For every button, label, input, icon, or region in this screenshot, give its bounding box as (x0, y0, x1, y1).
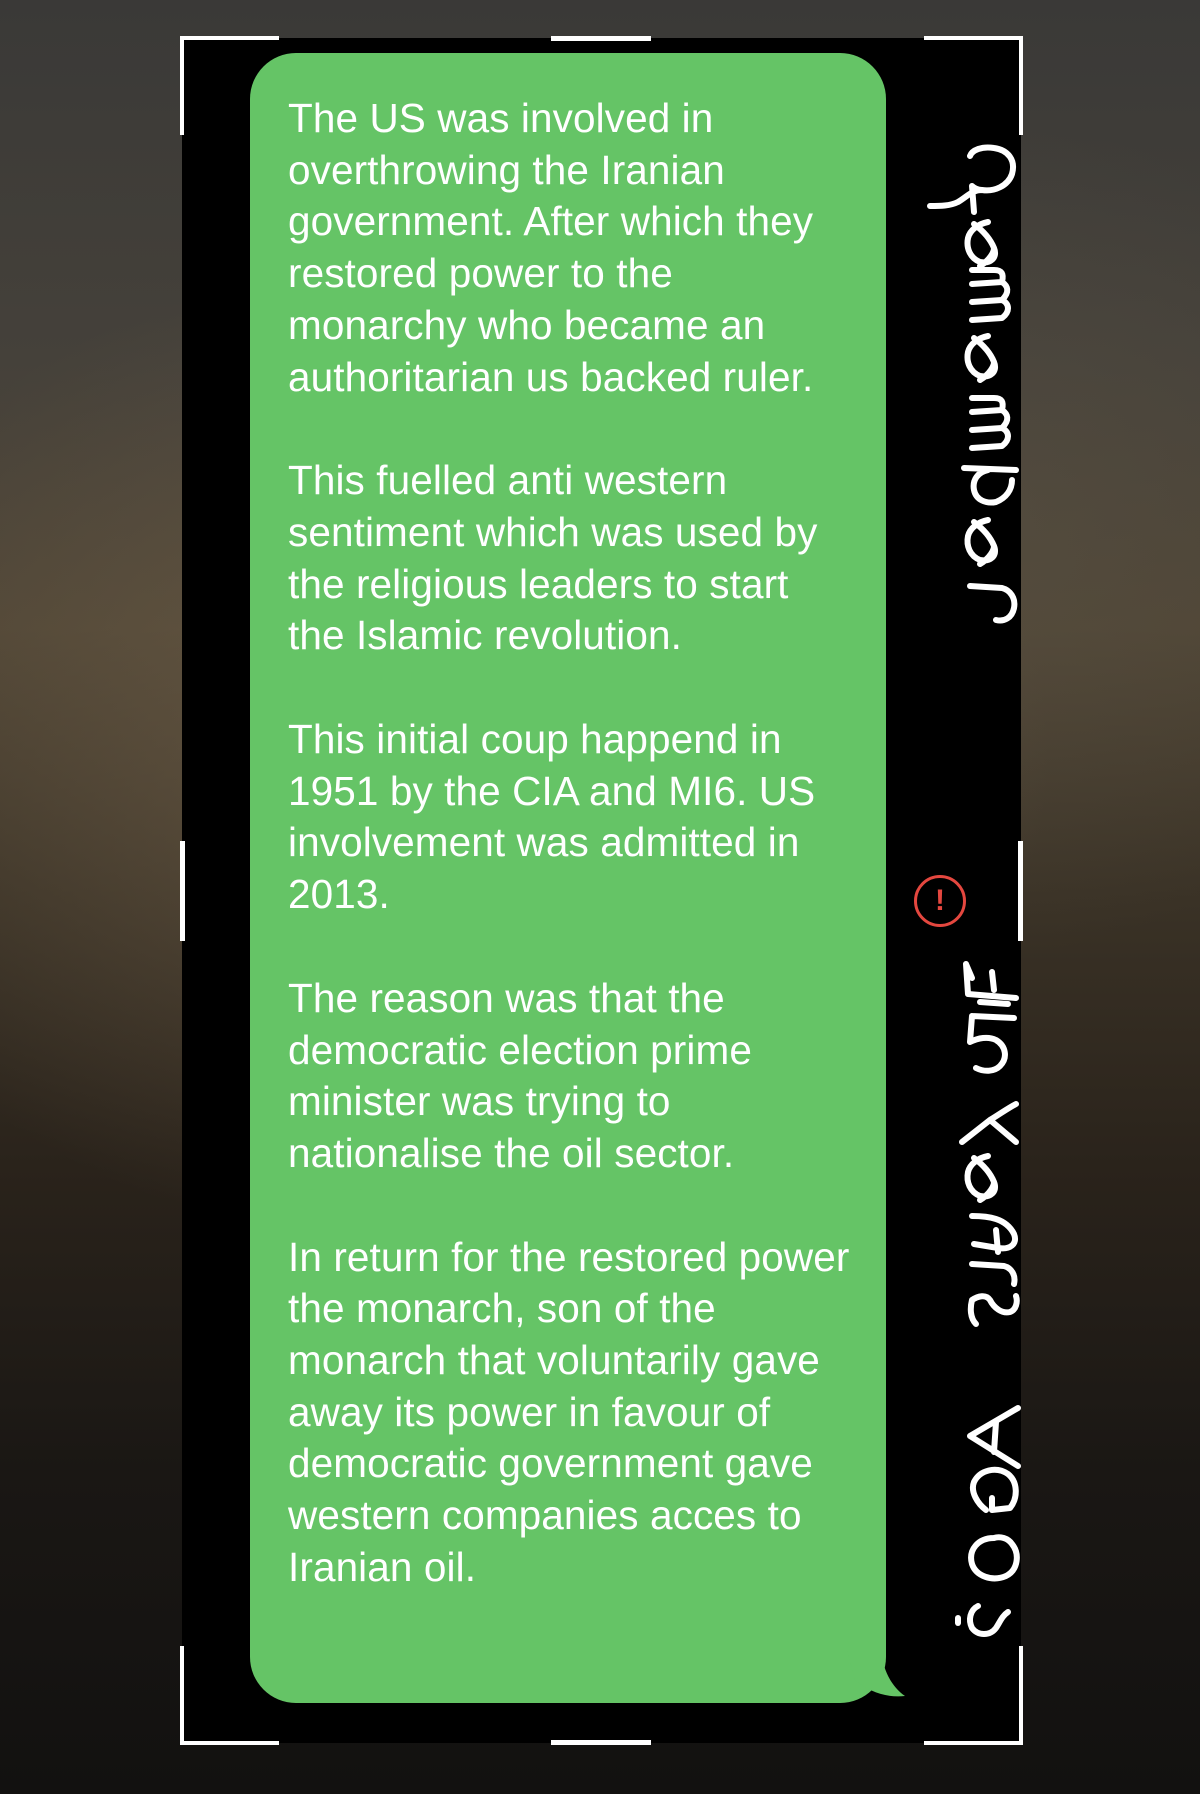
handwritten-annotation (182, 38, 1021, 1743)
exclamation-glyph: ! (935, 884, 945, 917)
message-paragraph-2: This fuelled anti western sentiment which was used by the religious leaders to start the Islamic revolution. (288, 457, 818, 659)
crop-handle-top-left[interactable] (180, 36, 279, 135)
handwriting-word-years (962, 1104, 1017, 1324)
handwriting-word-ago (958, 1408, 1018, 1634)
crop-handle-top[interactable] (551, 36, 651, 41)
message-paragraph-3: This initial coup happend in 1951 by the CIA and MI6. US involvement was admitted in 2013. (288, 716, 816, 918)
message-paragraph-5: In return for the restored power the monarch, son of the monarch that voluntarily gave away its power in favour of democratic government gave western companies acces to Iranian oil. (288, 1233, 850, 1590)
handwriting-number-75 (966, 964, 1016, 1071)
handwriting-word-remember (930, 147, 1016, 620)
screenshot-image (182, 38, 1021, 1743)
crop-frame (182, 38, 1021, 1743)
crop-handle-bottom-left[interactable] (180, 1646, 279, 1745)
message-paragraph-4: The reason was that the democratic election prime minister was trying to nationalise the oil sector. (288, 974, 752, 1176)
crop-handle-right[interactable] (1018, 841, 1023, 941)
message-paragraph-1: The US was involved in overthrowing the Iranian government. After which they restored power to the monarchy who became an authoritarian us backed ruler. (288, 95, 814, 400)
crop-handle-bottom-right[interactable] (924, 1646, 1023, 1745)
crop-handle-left[interactable] (180, 841, 185, 941)
crop-handle-bottom[interactable] (551, 1740, 651, 1745)
crop-handle-top-right[interactable] (924, 36, 1023, 135)
